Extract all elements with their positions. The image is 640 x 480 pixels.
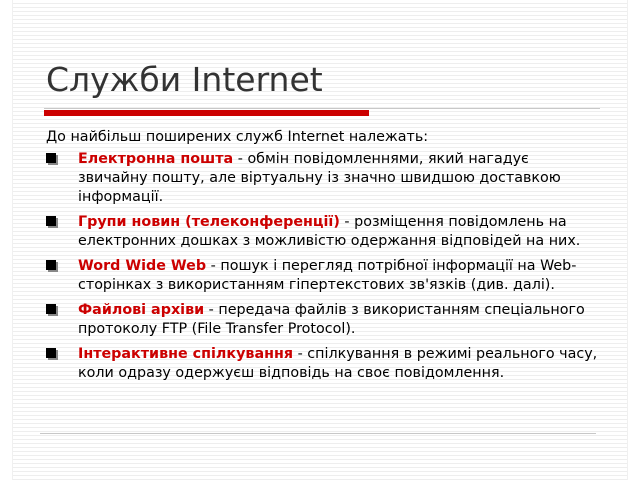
item-separator: - <box>293 346 308 362</box>
item-term: Файлові архіви <box>78 302 205 318</box>
list-item <box>42 301 602 339</box>
item-term: Word Wide Web <box>78 258 207 274</box>
item-description: розміщення повідомлень на електронних дошках з можливістю одержання відповідей на них. <box>78 214 581 249</box>
item-separator: - <box>339 214 355 230</box>
left-margin-strip <box>0 0 13 480</box>
list-item <box>42 150 602 207</box>
list-item <box>42 257 602 295</box>
square-bullet-icon <box>46 153 56 163</box>
item-term: Інтерактивне спілкування <box>78 346 294 362</box>
item-separator: - <box>206 258 221 274</box>
list-item <box>42 213 602 251</box>
square-bullet-icon <box>46 304 56 314</box>
square-bullet-icon <box>46 260 56 270</box>
title-underline-red <box>44 110 369 116</box>
item-description: передача файлів з використанням спеціального протоколу FTP (File Transfer Protocol). <box>78 302 585 337</box>
item-separator: - <box>204 302 219 318</box>
item-description: пошук і перегляд потрібної інформації на Web-сторінках з використанням гіпертекстових зв'язків (див. далі). <box>78 258 577 293</box>
intro-text: До найбільш поширених служб Internet належать: <box>46 129 429 145</box>
item-description: спілкування в режимі реального часу, коли одразу одержуєш відповідь на своє повідомлення. <box>78 346 598 381</box>
slide-title: Служби Internet <box>46 60 323 99</box>
footer-rule <box>40 433 596 434</box>
list-item <box>42 345 602 383</box>
title-underline-gray <box>44 108 600 109</box>
bullet-list <box>42 150 602 389</box>
item-description: обмін повідомленнями, який нагадує звичайну пошту, але віртуальну із значно швидшою доставкою інформації. <box>78 151 561 205</box>
square-bullet-icon <box>46 216 56 226</box>
item-term: Групи новин (телеконференції) <box>78 214 340 230</box>
right-margin-strip <box>627 0 640 480</box>
item-separator: - <box>233 151 248 167</box>
square-bullet-icon <box>46 348 56 358</box>
item-term: Електронна пошта <box>78 151 234 167</box>
